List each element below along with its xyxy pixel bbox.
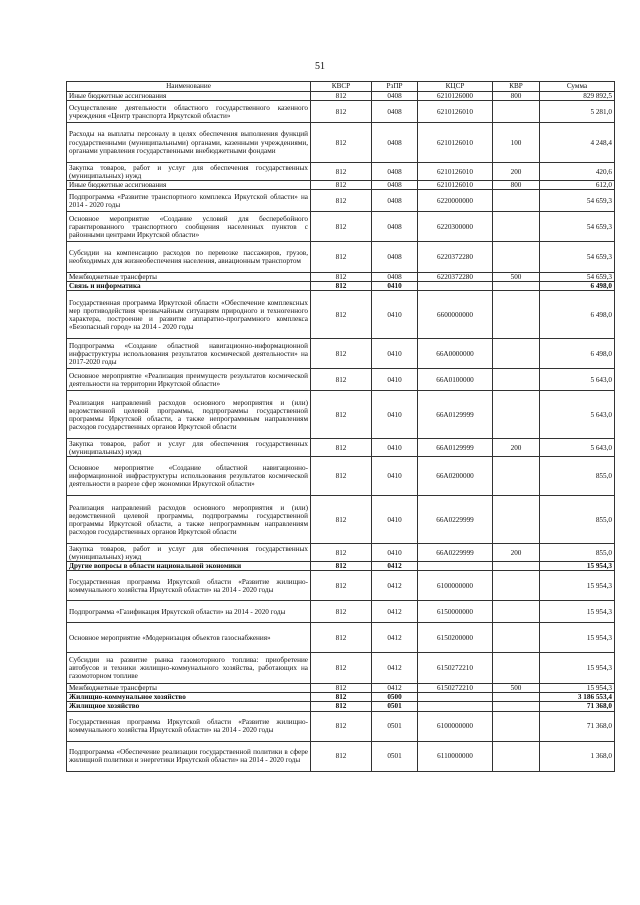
cell-sum: 5 281,0 [540,101,615,123]
table-row [67,273,615,282]
cell-kvsr: 812 [311,601,372,623]
cell-sum: 54 659,3 [540,273,615,282]
cell-sum: 5 643,0 [540,369,615,391]
cell-kcsr: 6600000000 [418,291,493,339]
table-row [67,92,615,101]
cell-rzpr: 0410 [372,291,418,339]
header-kvsr: КВСР [311,82,372,92]
cell-rzpr: 0412 [372,684,418,693]
cell-rzpr: 0410 [372,282,418,291]
cell-kcsr [418,562,493,571]
cell-kvr [493,496,540,544]
cell-name: Подпрограмма «Обеспечение реализации государственной политики в сфере жилищной политики и энергетики Иркутской области» на 2014 - 2020 годы [67,741,311,771]
cell-rzpr: 0410 [372,439,418,457]
cell-name: Основное мероприятие «Создание условий для бесперебойного гарантированного транспортного сообщения населенных пунктов с районными центрами Иркутской области» [67,212,311,242]
cell-kvr [493,282,540,291]
cell-kvr [493,571,540,601]
cell-rzpr: 0408 [372,92,418,101]
cell-kcsr: 6210126000 [418,92,493,101]
cell-kcsr: 66А0200000 [418,457,493,496]
cell-name: Основное мероприятие «Реализация преимуществ результатов космической деятельности на территории Иркутской области» [67,369,311,391]
cell-rzpr: 0412 [372,601,418,623]
cell-kvr [493,601,540,623]
table-row [67,242,615,273]
cell-rzpr: 0412 [372,562,418,571]
cell-kcsr: 6150272210 [418,653,493,684]
cell-kvr [493,693,540,702]
cell-kvsr: 812 [311,741,372,771]
cell-rzpr: 0408 [372,123,418,163]
cell-rzpr: 0408 [372,163,418,181]
cell-kcsr: 6220300000 [418,212,493,242]
header-kvr: КВР [493,82,540,92]
cell-kvsr: 812 [311,439,372,457]
cell-kvr: 800 [493,181,540,190]
cell-kvr: 500 [493,684,540,693]
cell-kvr [493,212,540,242]
table-row [67,653,615,684]
cell-sum: 15 954,3 [540,571,615,601]
cell-kcsr: 66А0100000 [418,369,493,391]
cell-kvsr: 812 [311,123,372,163]
cell-name: Закупка товаров, работ и услуг для обеспечения государственных (муниципальных) нужд [67,544,311,562]
cell-kvsr: 812 [311,101,372,123]
cell-kcsr [418,702,493,711]
cell-sum: 54 659,3 [540,242,615,273]
cell-kvr [493,391,540,439]
cell-kvsr: 812 [311,282,372,291]
cell-rzpr: 0501 [372,702,418,711]
cell-kcsr: 6210126010 [418,163,493,181]
header-sum: Сумма [540,82,615,92]
cell-sum: 54 659,3 [540,212,615,242]
cell-kvr [493,101,540,123]
cell-kvsr: 812 [311,369,372,391]
cell-kvr [493,190,540,212]
cell-kcsr: 6220372280 [418,242,493,273]
cell-kcsr: 6150200000 [418,623,493,653]
cell-kvsr: 812 [311,391,372,439]
cell-kcsr: 66А0000000 [418,339,493,369]
cell-kcsr: 6100000000 [418,711,493,741]
cell-kcsr: 6150272210 [418,684,493,693]
cell-kvsr: 812 [311,562,372,571]
cell-name: Подпрограмма «Газификация Иркутской области» на 2014 - 2020 годы [67,601,311,623]
cell-sum: 855,0 [540,457,615,496]
cell-name: Жилищное хозяйство [67,702,311,711]
cell-sum: 829 892,5 [540,92,615,101]
cell-kvr [493,369,540,391]
cell-kvsr: 812 [311,190,372,212]
cell-kcsr: 6150000000 [418,601,493,623]
cell-kvr [493,741,540,771]
cell-kvr: 100 [493,123,540,163]
cell-kvsr: 812 [311,242,372,273]
cell-name: Иные бюджетные ассигнования [67,92,311,101]
cell-kvsr: 812 [311,181,372,190]
table-row [67,684,615,693]
header-rzpr: РзПР [372,82,418,92]
cell-sum: 4 248,4 [540,123,615,163]
cell-sum: 3 186 553,4 [540,693,615,702]
cell-kvr [493,339,540,369]
table-row [67,496,615,544]
cell-name: Расходы на выплаты персоналу в целях обеспечения выполнения функций государственными (муниципальными) органами, казенными учреждениями, органами управления государственными внебюджетными фондами [67,123,311,163]
cell-kvsr: 812 [311,702,372,711]
cell-kvsr: 812 [311,496,372,544]
table-header-row [67,82,615,92]
cell-kvr [493,562,540,571]
cell-kcsr [418,693,493,702]
table-row [67,212,615,242]
cell-sum: 5 643,0 [540,391,615,439]
cell-kvr [493,242,540,273]
cell-sum: 855,0 [540,496,615,544]
cell-kvsr: 812 [311,544,372,562]
table-row [67,562,615,571]
table-row [67,282,615,291]
cell-name: Осуществление деятельности областного государственного казенного учреждения «Центр транспорта Иркутской области» [67,101,311,123]
table-row [67,369,615,391]
cell-kvr [493,457,540,496]
cell-name: Субсидии на развитие рынка газомоторного топлива: приобретение автобусов и техники жилищно-коммунального хозяйства, работающих на газомоторном топливе [67,653,311,684]
table-row [67,571,615,601]
cell-rzpr: 0410 [372,339,418,369]
cell-kvsr: 812 [311,291,372,339]
cell-kcsr: 66А0229999 [418,544,493,562]
cell-sum: 71 368,0 [540,711,615,741]
cell-name: Субсидии на компенсацию расходов по перевозке пассажиров, грузов, необходимых для жизнеобеспечения населения, авиационным транспортом [67,242,311,273]
cell-kvsr: 812 [311,653,372,684]
cell-kvsr: 812 [311,339,372,369]
cell-name: Подпрограмма «Создание областной навигационно-информационной инфраструктуры использования результатов космической деятельности» на 2017-2020 годы [67,339,311,369]
cell-sum: 15 954,3 [540,684,615,693]
cell-name: Связь и информатика [67,282,311,291]
cell-kvr [493,653,540,684]
cell-name: Закупка товаров, работ и услуг для обеспечения государственных (муниципальных) нужд [67,163,311,181]
cell-kvsr: 812 [311,693,372,702]
cell-rzpr: 0410 [372,457,418,496]
cell-rzpr: 0408 [372,273,418,282]
table-row [67,702,615,711]
cell-kcsr: 66А0229999 [418,496,493,544]
cell-rzpr: 0410 [372,496,418,544]
cell-kvsr: 812 [311,273,372,282]
cell-rzpr: 0501 [372,711,418,741]
cell-rzpr: 0408 [372,212,418,242]
cell-name: Реализация направлений расходов основного мероприятия и (или) ведомственной целевой программы, подпрограммы государственной программы Иркутской области, а также непрограммным направлениям расходов государственных органов Иркутской области [67,496,311,544]
cell-sum: 420,6 [540,163,615,181]
table-body [67,92,615,772]
cell-sum: 1 368,0 [540,741,615,771]
header-kcsr: КЦСР [418,82,493,92]
cell-kvsr: 812 [311,163,372,181]
cell-kvr: 500 [493,273,540,282]
cell-name: Подпрограмма «Развитие транспортного комплекса Иркутской области» на 2014 - 2020 годы [67,190,311,212]
cell-sum: 54 659,3 [540,190,615,212]
cell-kcsr: 6220372280 [418,273,493,282]
cell-rzpr: 0501 [372,741,418,771]
table-row [67,163,615,181]
table-row [67,291,615,339]
cell-sum: 15 954,3 [540,562,615,571]
cell-sum: 6 498,0 [540,339,615,369]
cell-sum: 6 498,0 [540,291,615,339]
table-row [67,101,615,123]
cell-rzpr: 0410 [372,369,418,391]
cell-name: Реализация направлений расходов основного мероприятия и (или) ведомственной целевой программы, подпрограммы государственной программы Иркутской области, а также непрограммным направлениям расходов государственных органов Иркутской области [67,391,311,439]
table-row [67,693,615,702]
cell-name: Закупка товаров, работ и услуг для обеспечения государственных (муниципальных) нужд [67,439,311,457]
cell-kvr: 200 [493,163,540,181]
cell-kvr: 200 [493,544,540,562]
cell-kcsr: 6100000000 [418,571,493,601]
cell-name: Иные бюджетные ассигнования [67,181,311,190]
budget-table [66,81,615,772]
table-row [67,190,615,212]
table-row [67,339,615,369]
table-row [67,544,615,562]
cell-kvr: 200 [493,439,540,457]
cell-kvsr: 812 [311,623,372,653]
cell-sum: 15 954,3 [540,623,615,653]
table-row [67,711,615,741]
cell-rzpr: 0412 [372,571,418,601]
cell-kvsr: 812 [311,92,372,101]
cell-kvr [493,702,540,711]
table-row [67,391,615,439]
cell-rzpr: 0408 [372,101,418,123]
cell-kvr: 800 [493,92,540,101]
table-row [67,601,615,623]
cell-rzpr: 0408 [372,190,418,212]
cell-name: Жилищно-коммунальное хозяйство [67,693,311,702]
cell-kcsr: 6210126010 [418,123,493,163]
table-row [67,457,615,496]
cell-rzpr: 0410 [372,391,418,439]
cell-kvsr: 812 [311,212,372,242]
cell-kvsr: 812 [311,457,372,496]
cell-kcsr: 6210126010 [418,101,493,123]
cell-kcsr: 6110000000 [418,741,493,771]
cell-rzpr: 0410 [372,544,418,562]
cell-name: Другие вопросы в области национальной экономики [67,562,311,571]
cell-kvsr: 812 [311,711,372,741]
cell-kvsr: 812 [311,684,372,693]
table-row [67,181,615,190]
cell-rzpr: 0412 [372,623,418,653]
table-row [67,123,615,163]
cell-kvsr: 812 [311,571,372,601]
cell-sum: 6 498,0 [540,282,615,291]
cell-rzpr: 0412 [372,653,418,684]
cell-sum: 855,0 [540,544,615,562]
cell-sum: 612,0 [540,181,615,190]
cell-rzpr: 0408 [372,242,418,273]
table-row [67,741,615,771]
cell-sum: 5 643,0 [540,439,615,457]
cell-name: Государственная программа Иркутской области «Развитие жилищно-коммунального хозяйства Иркутской области» на 2014 - 2020 годы [67,711,311,741]
cell-kcsr: 66А0129999 [418,439,493,457]
cell-name: Межбюджетные трансферты [67,684,311,693]
header-name: Наименование [67,82,311,92]
cell-name: Основное мероприятие «Модернизация объектов газоснабжения» [67,623,311,653]
cell-kvr [493,711,540,741]
cell-kcsr: 6210126010 [418,181,493,190]
cell-name: Государственная программа Иркутской области «Обеспечение комплексных мер противодействия чрезвычайным ситуациям природного и техногенного характера, построение и развитие аппаратно-программного комплекса «Безопасный город» на 2014 - 2020 годы [67,291,311,339]
table-row [67,623,615,653]
cell-kcsr: 66А0129999 [418,391,493,439]
cell-kvr [493,623,540,653]
table-row [67,439,615,457]
cell-rzpr: 0408 [372,181,418,190]
cell-name: Межбюджетные трансферты [67,273,311,282]
cell-name: Основное мероприятие «Создание областной навигационно-информационной инфраструктуры использования результатов космической деятельности в разрезе сфер экономики Иркутской области» [67,457,311,496]
cell-kcsr: 6220000000 [418,190,493,212]
cell-sum: 15 954,3 [540,653,615,684]
cell-sum: 15 954,3 [540,601,615,623]
cell-name: Государственная программа Иркутской области «Развитие жилищно-коммунального хозяйства Иркутской области» на 2014 - 2020 годы [67,571,311,601]
cell-rzpr: 0500 [372,693,418,702]
cell-sum: 71 368,0 [540,702,615,711]
cell-kcsr [418,282,493,291]
cell-kvr [493,291,540,339]
page-number: 51 [315,61,325,72]
